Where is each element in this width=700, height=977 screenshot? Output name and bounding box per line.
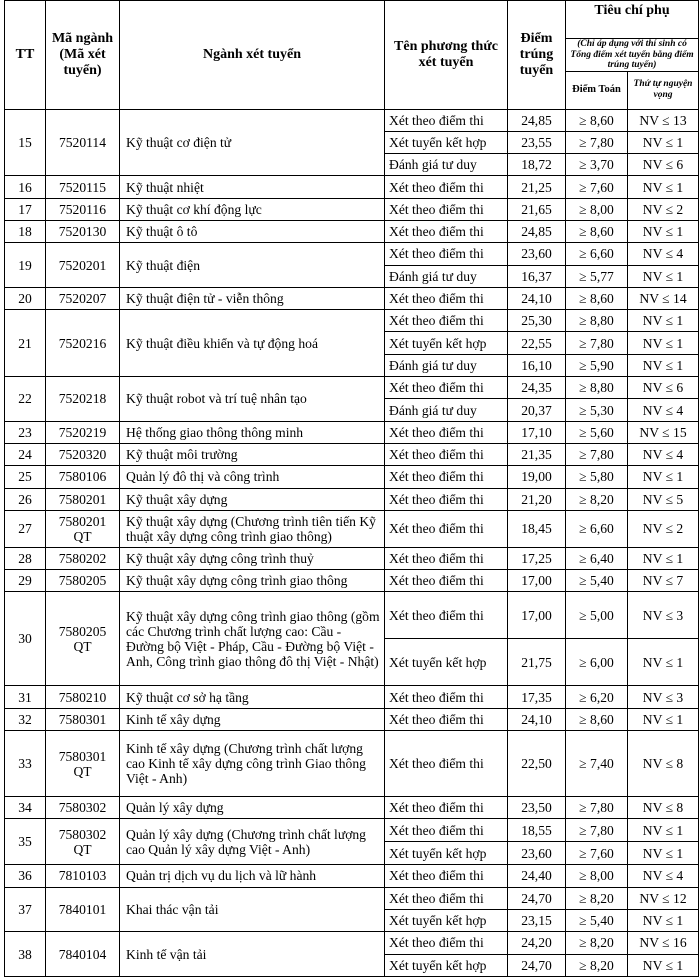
cell-phuong-thuc: Xét theo điểm thi	[385, 287, 508, 309]
cell-tt: 19	[5, 243, 46, 288]
cell-nguyen-vong: NV ≤ 1	[628, 708, 699, 730]
cell-diem-toan: ≥ 8,20	[566, 887, 628, 909]
cell-phuong-thuc: Xét theo điểm thi	[385, 592, 508, 639]
cell-phuong-thuc: Xét theo điểm thi	[385, 932, 508, 954]
cell-diem-toan: ≥ 6,00	[566, 639, 628, 686]
cell-tt: 22	[5, 377, 46, 422]
table-row	[5, 421, 699, 443]
cell-nguyen-vong: NV ≤ 1	[628, 954, 699, 976]
cell-diem: 24,85	[508, 109, 566, 131]
cell-diem: 22,50	[508, 731, 566, 797]
cell-diem-toan: ≥ 5,40	[566, 570, 628, 592]
cell-nguyen-vong: NV ≤ 8	[628, 797, 699, 819]
cell-ma-nganh: 7580301	[46, 708, 120, 730]
cell-phuong-thuc: Xét theo điểm thi	[385, 109, 508, 131]
cell-diem: 17,00	[508, 570, 566, 592]
cell-ma-nganh: 7580201 QT	[46, 510, 120, 547]
cell-tt: 28	[5, 547, 46, 569]
cell-nganh: Quản lý xây dựng (Chương trình chất lượng cao Quản lý xây dựng Việt - Anh)	[120, 819, 385, 865]
table-row	[5, 176, 699, 198]
cell-ma-nganh: 7520207	[46, 287, 120, 309]
cell-diem: 19,00	[508, 466, 566, 488]
cell-diem-toan: ≥ 8,20	[566, 932, 628, 954]
cell-diem: 23,60	[508, 842, 566, 865]
cell-nguyen-vong: NV ≤ 1	[628, 909, 699, 931]
cell-nganh: Kỹ thuật robot và trí tuệ nhân tạo	[120, 377, 385, 422]
cell-nganh: Quản lý đô thị và công trình	[120, 466, 385, 488]
cell-tt: 31	[5, 686, 46, 708]
table-row	[5, 198, 699, 220]
cell-tt: 17	[5, 198, 46, 220]
cell-diem-toan: ≥ 5,77	[566, 265, 628, 287]
table-row	[5, 708, 699, 730]
cell-nganh: Kỹ thuật điện tử - viễn thông	[120, 287, 385, 309]
cell-diem: 18,45	[508, 510, 566, 547]
table-body	[5, 109, 699, 976]
cell-nguyen-vong: NV ≤ 3	[628, 686, 699, 708]
cell-diem-toan: ≥ 8,60	[566, 708, 628, 730]
cell-ma-nganh: 7580201	[46, 488, 120, 510]
cell-diem-toan: ≥ 5,90	[566, 354, 628, 376]
cell-nganh: Hệ thống giao thông thông minh	[120, 421, 385, 443]
cell-diem-toan: ≥ 8,80	[566, 310, 628, 332]
cell-diem-toan: ≥ 7,80	[566, 332, 628, 354]
table-row	[5, 466, 699, 488]
cell-nguyen-vong: NV ≤ 15	[628, 421, 699, 443]
table-row	[5, 287, 699, 309]
cell-ma-nganh: 7520130	[46, 220, 120, 242]
cell-tt: 38	[5, 932, 46, 977]
cell-diem: 24,20	[508, 932, 566, 954]
cell-diem: 23,50	[508, 797, 566, 819]
header-nganh: Ngành xét tuyển	[120, 1, 385, 110]
cell-nguyen-vong: NV ≤ 13	[628, 109, 699, 131]
table-row	[5, 488, 699, 510]
table-row	[5, 570, 699, 592]
cell-phuong-thuc: Xét theo điểm thi	[385, 887, 508, 909]
cell-tt: 26	[5, 488, 46, 510]
cell-nganh: Kỹ thuật nhiệt	[120, 176, 385, 198]
cell-phuong-thuc: Xét theo điểm thi	[385, 220, 508, 242]
cell-diem: 21,20	[508, 488, 566, 510]
cell-diem-toan: ≥ 8,00	[566, 198, 628, 220]
cell-diem-toan: ≥ 7,80	[566, 819, 628, 842]
cell-nguyen-vong: NV ≤ 4	[628, 443, 699, 465]
cell-phuong-thuc: Xét theo điểm thi	[385, 510, 508, 547]
cell-nganh: Kỹ thuật cơ điện tử	[120, 109, 385, 176]
cell-nguyen-vong: NV ≤ 6	[628, 377, 699, 399]
cell-phuong-thuc: Xét theo điểm thi	[385, 797, 508, 819]
cell-phuong-thuc: Đánh giá tư duy	[385, 265, 508, 287]
cell-phuong-thuc: Xét theo điểm thi	[385, 421, 508, 443]
cell-diem-toan: ≥ 6,20	[566, 686, 628, 708]
cell-ma-nganh: 7520218	[46, 377, 120, 422]
cell-diem-toan: ≥ 7,80	[566, 131, 628, 153]
cell-tt: 25	[5, 466, 46, 488]
cell-tt: 35	[5, 819, 46, 865]
cell-nganh: Kỹ thuật xây dựng	[120, 488, 385, 510]
cell-diem: 18,72	[508, 154, 566, 176]
cell-diem: 23,15	[508, 909, 566, 931]
cell-phuong-thuc: Xét theo điểm thi	[385, 176, 508, 198]
cell-nganh: Kỹ thuật cơ sở hạ tầng	[120, 686, 385, 708]
cell-nguyen-vong: NV ≤ 1	[628, 310, 699, 332]
cell-diem-toan: ≥ 8,60	[566, 109, 628, 131]
cell-nguyen-vong: NV ≤ 3	[628, 592, 699, 639]
cell-diem: 16,10	[508, 354, 566, 376]
table-row	[5, 731, 699, 797]
table-row	[5, 865, 699, 887]
cell-tt: 24	[5, 443, 46, 465]
header-tieu-chi-title: Tiêu chí phụ	[594, 3, 670, 18]
cell-nganh: Kỹ thuật điện	[120, 243, 385, 288]
cell-diem: 24,40	[508, 865, 566, 887]
cell-ma-nganh: 7580205	[46, 570, 120, 592]
cell-diem: 17,25	[508, 547, 566, 569]
cell-ma-nganh: 7580302 QT	[46, 819, 120, 865]
cell-tt: 32	[5, 708, 46, 730]
cell-diem-toan: ≥ 7,60	[566, 842, 628, 865]
cell-nguyen-vong: NV ≤ 1	[628, 819, 699, 842]
cell-nguyen-vong: NV ≤ 8	[628, 731, 699, 797]
header-tt: TT	[5, 1, 46, 110]
cell-diem-toan: ≥ 8,20	[566, 954, 628, 976]
cell-diem-toan: ≥ 7,80	[566, 797, 628, 819]
cell-diem: 22,55	[508, 332, 566, 354]
cell-phuong-thuc: Xét theo điểm thi	[385, 570, 508, 592]
cell-diem-toan: ≥ 7,40	[566, 731, 628, 797]
cell-phuong-thuc: Xét tuyển kết hợp	[385, 909, 508, 931]
cell-tt: 36	[5, 865, 46, 887]
table-row	[5, 109, 699, 131]
cell-ma-nganh: 7580301 QT	[46, 731, 120, 797]
header-thu-tu-nguyen-vong: Thứ tự nguyện vọng	[628, 71, 699, 109]
cell-diem: 17,10	[508, 421, 566, 443]
cell-phuong-thuc: Xét theo điểm thi	[385, 466, 508, 488]
cell-diem-toan: ≥ 7,60	[566, 176, 628, 198]
cell-nguyen-vong: NV ≤ 1	[628, 547, 699, 569]
cell-nganh: Kỹ thuật xây dựng công trình giao thông	[120, 570, 385, 592]
cell-phuong-thuc: Xét tuyển kết hợp	[385, 842, 508, 865]
cell-diem: 20,37	[508, 399, 566, 421]
cell-phuong-thuc: Đánh giá tư duy	[385, 354, 508, 376]
cell-ma-nganh: 7580205 QT	[46, 592, 120, 686]
cell-phuong-thuc: Xét tuyển kết hợp	[385, 131, 508, 153]
cell-tt: 16	[5, 176, 46, 198]
cell-phuong-thuc: Xét theo điểm thi	[385, 686, 508, 708]
cell-nguyen-vong: NV ≤ 1	[628, 332, 699, 354]
cell-diem-toan: ≥ 6,60	[566, 243, 628, 265]
cell-tt: 29	[5, 570, 46, 592]
cell-tt: 21	[5, 310, 46, 377]
cell-nganh: Kinh tế vận tải	[120, 932, 385, 977]
cell-nganh: Kinh tế xây dựng	[120, 708, 385, 730]
header-tieu-chi-phu	[566, 1, 699, 39]
cell-phuong-thuc: Đánh giá tư duy	[385, 154, 508, 176]
cell-nguyen-vong: NV ≤ 14	[628, 287, 699, 309]
header-tieu-chi-note: (Chỉ áp dụng với thí sinh có Tổng điểm xét tuyển bằng điểm trúng tuyển)	[566, 39, 699, 72]
cell-tt: 34	[5, 797, 46, 819]
cell-diem-toan: ≥ 5,60	[566, 421, 628, 443]
cell-nguyen-vong: NV ≤ 16	[628, 932, 699, 954]
cell-phuong-thuc: Xét theo điểm thi	[385, 547, 508, 569]
cell-nganh: Quản lý xây dựng	[120, 797, 385, 819]
cell-nguyen-vong: NV ≤ 2	[628, 198, 699, 220]
cell-nganh: Quản trị dịch vụ du lịch và lữ hành	[120, 865, 385, 887]
cell-tt: 20	[5, 287, 46, 309]
cell-diem-toan: ≥ 6,60	[566, 510, 628, 547]
cell-diem-toan: ≥ 8,60	[566, 287, 628, 309]
cell-ma-nganh: 7520201	[46, 243, 120, 288]
cell-nguyen-vong: NV ≤ 1	[628, 842, 699, 865]
cell-ma-nganh: 7840101	[46, 887, 120, 932]
cell-diem: 24,70	[508, 887, 566, 909]
cell-phuong-thuc: Đánh giá tư duy	[385, 399, 508, 421]
cell-diem-toan: ≥ 7,80	[566, 443, 628, 465]
cell-phuong-thuc: Xét theo điểm thi	[385, 708, 508, 730]
cell-diem: 23,60	[508, 243, 566, 265]
cell-phuong-thuc: Xét theo điểm thi	[385, 243, 508, 265]
cell-nganh: Kỹ thuật xây dựng công trình thuỷ	[120, 547, 385, 569]
cell-phuong-thuc: Xét theo điểm thi	[385, 488, 508, 510]
cell-phuong-thuc: Xét theo điểm thi	[385, 198, 508, 220]
table-row	[5, 443, 699, 465]
cell-ma-nganh: 7810103	[46, 865, 120, 887]
cell-nganh: Kỹ thuật môi trường	[120, 443, 385, 465]
cell-nganh: Kỹ thuật xây dựng (Chương trình tiên tiến Kỹ thuật xây dựng công trình giao thông)	[120, 510, 385, 547]
cell-diem-toan: ≥ 6,40	[566, 547, 628, 569]
cell-nguyen-vong: NV ≤ 4	[628, 399, 699, 421]
cell-ma-nganh: 7520116	[46, 198, 120, 220]
table-row	[5, 310, 699, 332]
cell-ma-nganh: 7580202	[46, 547, 120, 569]
cell-diem: 24,85	[508, 220, 566, 242]
cell-tt: 27	[5, 510, 46, 547]
admission-table-container	[4, 0, 698, 977]
cell-nguyen-vong: NV ≤ 2	[628, 510, 699, 547]
cell-diem: 17,00	[508, 592, 566, 639]
cell-ma-nganh: 7580302	[46, 797, 120, 819]
table-row	[5, 592, 699, 639]
cell-diem: 24,35	[508, 377, 566, 399]
cell-diem-toan: ≥ 5,30	[566, 399, 628, 421]
cell-ma-nganh: 7580210	[46, 686, 120, 708]
cell-nguyen-vong: NV ≤ 4	[628, 243, 699, 265]
table-row	[5, 547, 699, 569]
table-row	[5, 932, 699, 954]
table-row	[5, 220, 699, 242]
cell-nguyen-vong: NV ≤ 1	[628, 265, 699, 287]
table-row	[5, 797, 699, 819]
cell-diem-toan: ≥ 5,80	[566, 466, 628, 488]
cell-ma-nganh: 7520320	[46, 443, 120, 465]
cell-nguyen-vong: NV ≤ 1	[628, 354, 699, 376]
cell-nguyen-vong: NV ≤ 12	[628, 887, 699, 909]
cell-tt: 15	[5, 109, 46, 176]
cell-diem-toan: ≥ 5,40	[566, 909, 628, 931]
table-row	[5, 887, 699, 909]
cell-nganh: Kỹ thuật xây dựng công trình giao thông (gồm các Chương trình chất lượng cao: Cầu - Đường bộ Việt - Pháp, Cầu - Đường bộ Việt - Anh, Công trình giao thông đô thị Việt - Nhật)	[120, 592, 385, 686]
cell-diem: 24,70	[508, 954, 566, 976]
cell-nganh: Kinh tế xây dựng (Chương trình chất lượng cao Kinh tế xây dựng công trình Giao thông Việt - Anh)	[120, 731, 385, 797]
header-diem-toan: Điểm Toán	[566, 71, 628, 109]
cell-diem: 17,35	[508, 686, 566, 708]
cell-diem: 21,65	[508, 198, 566, 220]
cell-nganh: Kỹ thuật điều khiển và tự động hoá	[120, 310, 385, 377]
table-header	[5, 1, 699, 110]
cell-diem: 24,10	[508, 708, 566, 730]
cell-diem: 24,10	[508, 287, 566, 309]
cell-nguyen-vong: NV ≤ 4	[628, 865, 699, 887]
cell-phuong-thuc: Xét theo điểm thi	[385, 310, 508, 332]
cell-nguyen-vong: NV ≤ 1	[628, 466, 699, 488]
cell-phuong-thuc: Xét tuyển kết hợp	[385, 954, 508, 976]
cell-diem: 23,55	[508, 131, 566, 153]
cell-phuong-thuc: Xét theo điểm thi	[385, 865, 508, 887]
cell-tt: 23	[5, 421, 46, 443]
cell-ma-nganh: 7520216	[46, 310, 120, 377]
cell-phuong-thuc: Xét tuyển kết hợp	[385, 332, 508, 354]
cell-nganh: Kỹ thuật ô tô	[120, 220, 385, 242]
header-phuong-thuc: Tên phương thức xét tuyển	[385, 1, 508, 110]
cell-ma-nganh: 7840104	[46, 932, 120, 977]
cell-diem-toan: ≥ 3,70	[566, 154, 628, 176]
cell-diem: 18,55	[508, 819, 566, 842]
cell-nguyen-vong: NV ≤ 1	[628, 176, 699, 198]
cell-phuong-thuc: Xét theo điểm thi	[385, 819, 508, 842]
cell-tt: 33	[5, 731, 46, 797]
cell-diem: 21,75	[508, 639, 566, 686]
header-ma-nganh: Mã ngành (Mã xét tuyển)	[46, 1, 120, 110]
cell-diem-toan: ≥ 8,20	[566, 488, 628, 510]
table-row	[5, 377, 699, 399]
cell-diem-toan: ≥ 8,60	[566, 220, 628, 242]
cell-diem: 25,30	[508, 310, 566, 332]
table-row	[5, 510, 699, 547]
cell-tt: 30	[5, 592, 46, 686]
table-row	[5, 686, 699, 708]
cell-diem: 21,35	[508, 443, 566, 465]
cell-nguyen-vong: NV ≤ 1	[628, 639, 699, 686]
cell-diem-toan: ≥ 5,00	[566, 592, 628, 639]
cell-tt: 18	[5, 220, 46, 242]
cell-diem: 16,37	[508, 265, 566, 287]
cell-nguyen-vong: NV ≤ 5	[628, 488, 699, 510]
cell-nguyen-vong: NV ≤ 7	[628, 570, 699, 592]
cell-ma-nganh: 7520114	[46, 109, 120, 176]
cell-nguyen-vong: NV ≤ 1	[628, 220, 699, 242]
cell-ma-nganh: 7520115	[46, 176, 120, 198]
cell-ma-nganh: 7520219	[46, 421, 120, 443]
cell-tt: 37	[5, 887, 46, 932]
cell-diem-toan: ≥ 8,80	[566, 377, 628, 399]
cell-phuong-thuc: Xét theo điểm thi	[385, 377, 508, 399]
admission-score-table	[4, 0, 699, 977]
cell-nganh: Khai thác vận tải	[120, 887, 385, 932]
cell-diem-toan: ≥ 8,00	[566, 865, 628, 887]
cell-ma-nganh: 7580106	[46, 466, 120, 488]
cell-phuong-thuc: Xét tuyển kết hợp	[385, 639, 508, 686]
table-row	[5, 243, 699, 265]
cell-phuong-thuc: Xét theo điểm thi	[385, 731, 508, 797]
cell-nguyen-vong: NV ≤ 6	[628, 154, 699, 176]
cell-nguyen-vong: NV ≤ 1	[628, 131, 699, 153]
header-diem-trung-tuyen: Điểm trúng tuyển	[508, 1, 566, 110]
cell-diem: 21,25	[508, 176, 566, 198]
cell-nganh: Kỹ thuật cơ khí động lực	[120, 198, 385, 220]
table-row	[5, 819, 699, 842]
cell-phuong-thuc: Xét theo điểm thi	[385, 443, 508, 465]
